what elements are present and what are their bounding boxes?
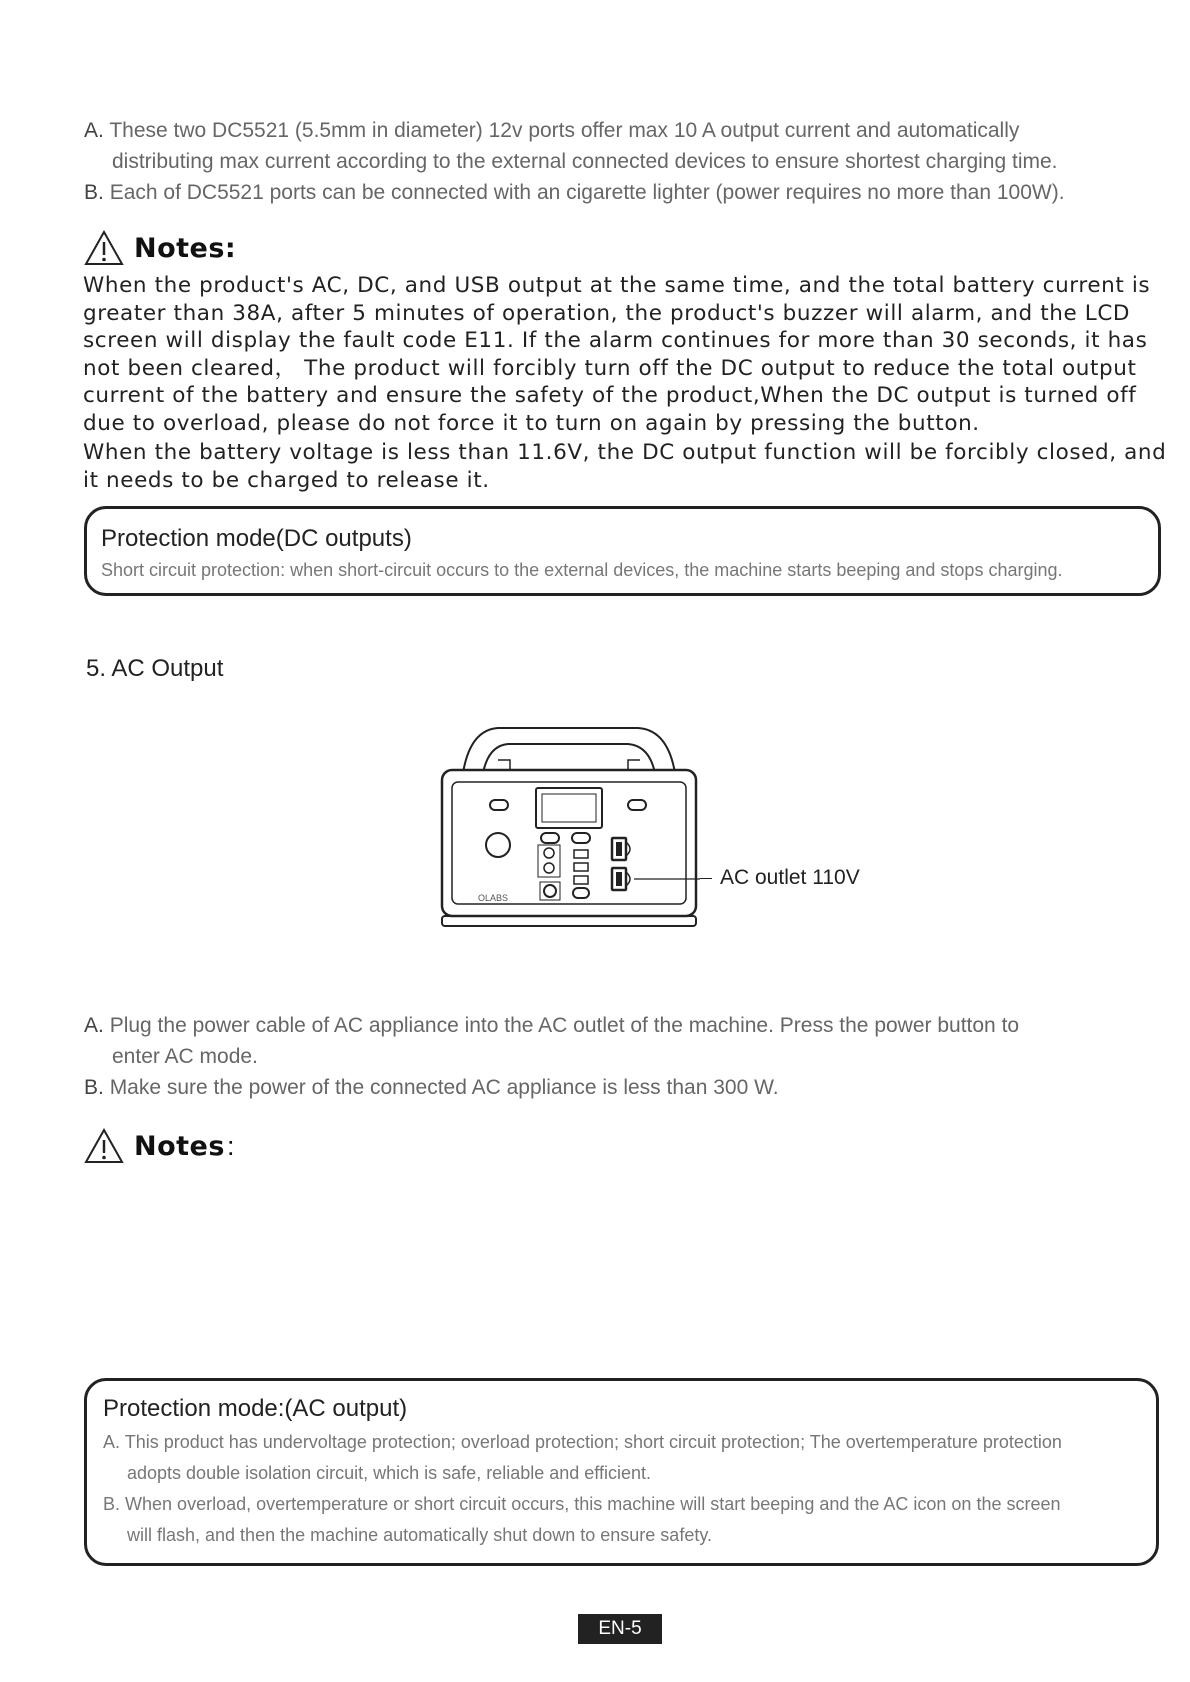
notes-heading: [84, 230, 236, 266]
warning-icon: [84, 1128, 124, 1164]
item-letter: A.: [84, 1014, 104, 1037]
item-letter: A.: [103, 1432, 121, 1452]
item-line: These two DC5521 (5.5mm in diameter) 12v ports offer max 10 A output current and automatically: [109, 119, 1020, 142]
protection-dc-box: [84, 506, 1161, 596]
warning-icon: [84, 230, 124, 266]
item-line: Each of DC5521 ports can be connected with an cigarette lighter (power requires no more than 100W).: [109, 181, 1065, 204]
item-line: distributing max current according to the external connected devices to ensure shortest charging time.: [112, 150, 1058, 173]
item-line: will flash, and then the machine automatically shut down to ensure safety.: [127, 1525, 712, 1545]
protection-dc-title: Protection mode(DC outputs): [101, 525, 412, 552]
notes-paragraph: When the product's AC, DC, and USB output at the same time, and the total battery current is greater than 38A, after 5 minutes of operation, the product's buzzer will alarm, and the LCD screen will display the fault code E11. If the alarm continues for more than 30 seconds, it has not been cleared， The product will forcibly turn off the DC output to reduce the total output current of the battery and ensure the safety of the product,When the DC output is turned off due to overload, please do not force it to turn on again by pressing the button.: [83, 273, 1151, 436]
item-line: When overload, overtemperature or short circuit occurs, this machine will start beeping and the AC icon on the screen: [125, 1494, 1061, 1514]
page-number: EN-5: [578, 1614, 662, 1644]
ac-item-b: [84, 1072, 1144, 1103]
notes-title: Notes:: [134, 232, 237, 264]
item-letter: B.: [84, 181, 104, 204]
ac-item-a: [84, 1010, 1144, 1072]
item-line: Plug the power cable of AC appliance into the AC outlet of the machine. Press the power button to: [109, 1014, 1020, 1037]
dc-item-b: [84, 177, 1164, 208]
power-station-illustration: [438, 720, 700, 940]
notes-title: Notes: [134, 1130, 225, 1162]
notes-colon: :: [226, 1130, 235, 1161]
notes-heading: [84, 1128, 234, 1164]
notes-paragraph: When the battery voltage is less than 11.6V, the DC output function will be forcibly closed, and it needs to be charged to release it.: [83, 440, 1167, 493]
protection-ac-item-a: [103, 1427, 1156, 1489]
ac-outlet-callout: AC outlet 110V: [720, 866, 860, 889]
item-line: adopts double isolation circuit, which is safe, reliable and efficient.: [127, 1463, 651, 1483]
notes-body: [83, 272, 1173, 494]
protection-ac-item-b: [103, 1489, 1156, 1551]
section-title: 5. AC Output: [86, 655, 224, 682]
brand-label: OLABS: [478, 893, 509, 903]
callout-line-extension: [700, 878, 712, 879]
item-line: enter AC mode.: [112, 1045, 258, 1068]
item-line: Make sure the power of the connected AC appliance is less than 300 W.: [109, 1076, 779, 1099]
item-letter: B.: [103, 1494, 121, 1514]
item-line: This product has undervoltage protection; overload protection; short circuit protection; The overtemperature protection: [124, 1432, 1062, 1452]
protection-dc-text: Short circuit protection: when short-circuit occurs to the external devices, the machine starts beeping and stops charging.: [101, 560, 1063, 580]
protection-ac-title: Protection mode:(AC output): [103, 1395, 408, 1422]
dc-item-a: [84, 115, 1144, 177]
item-letter: B.: [84, 1076, 104, 1099]
protection-ac-box: [84, 1378, 1159, 1566]
item-letter: A.: [84, 119, 104, 142]
